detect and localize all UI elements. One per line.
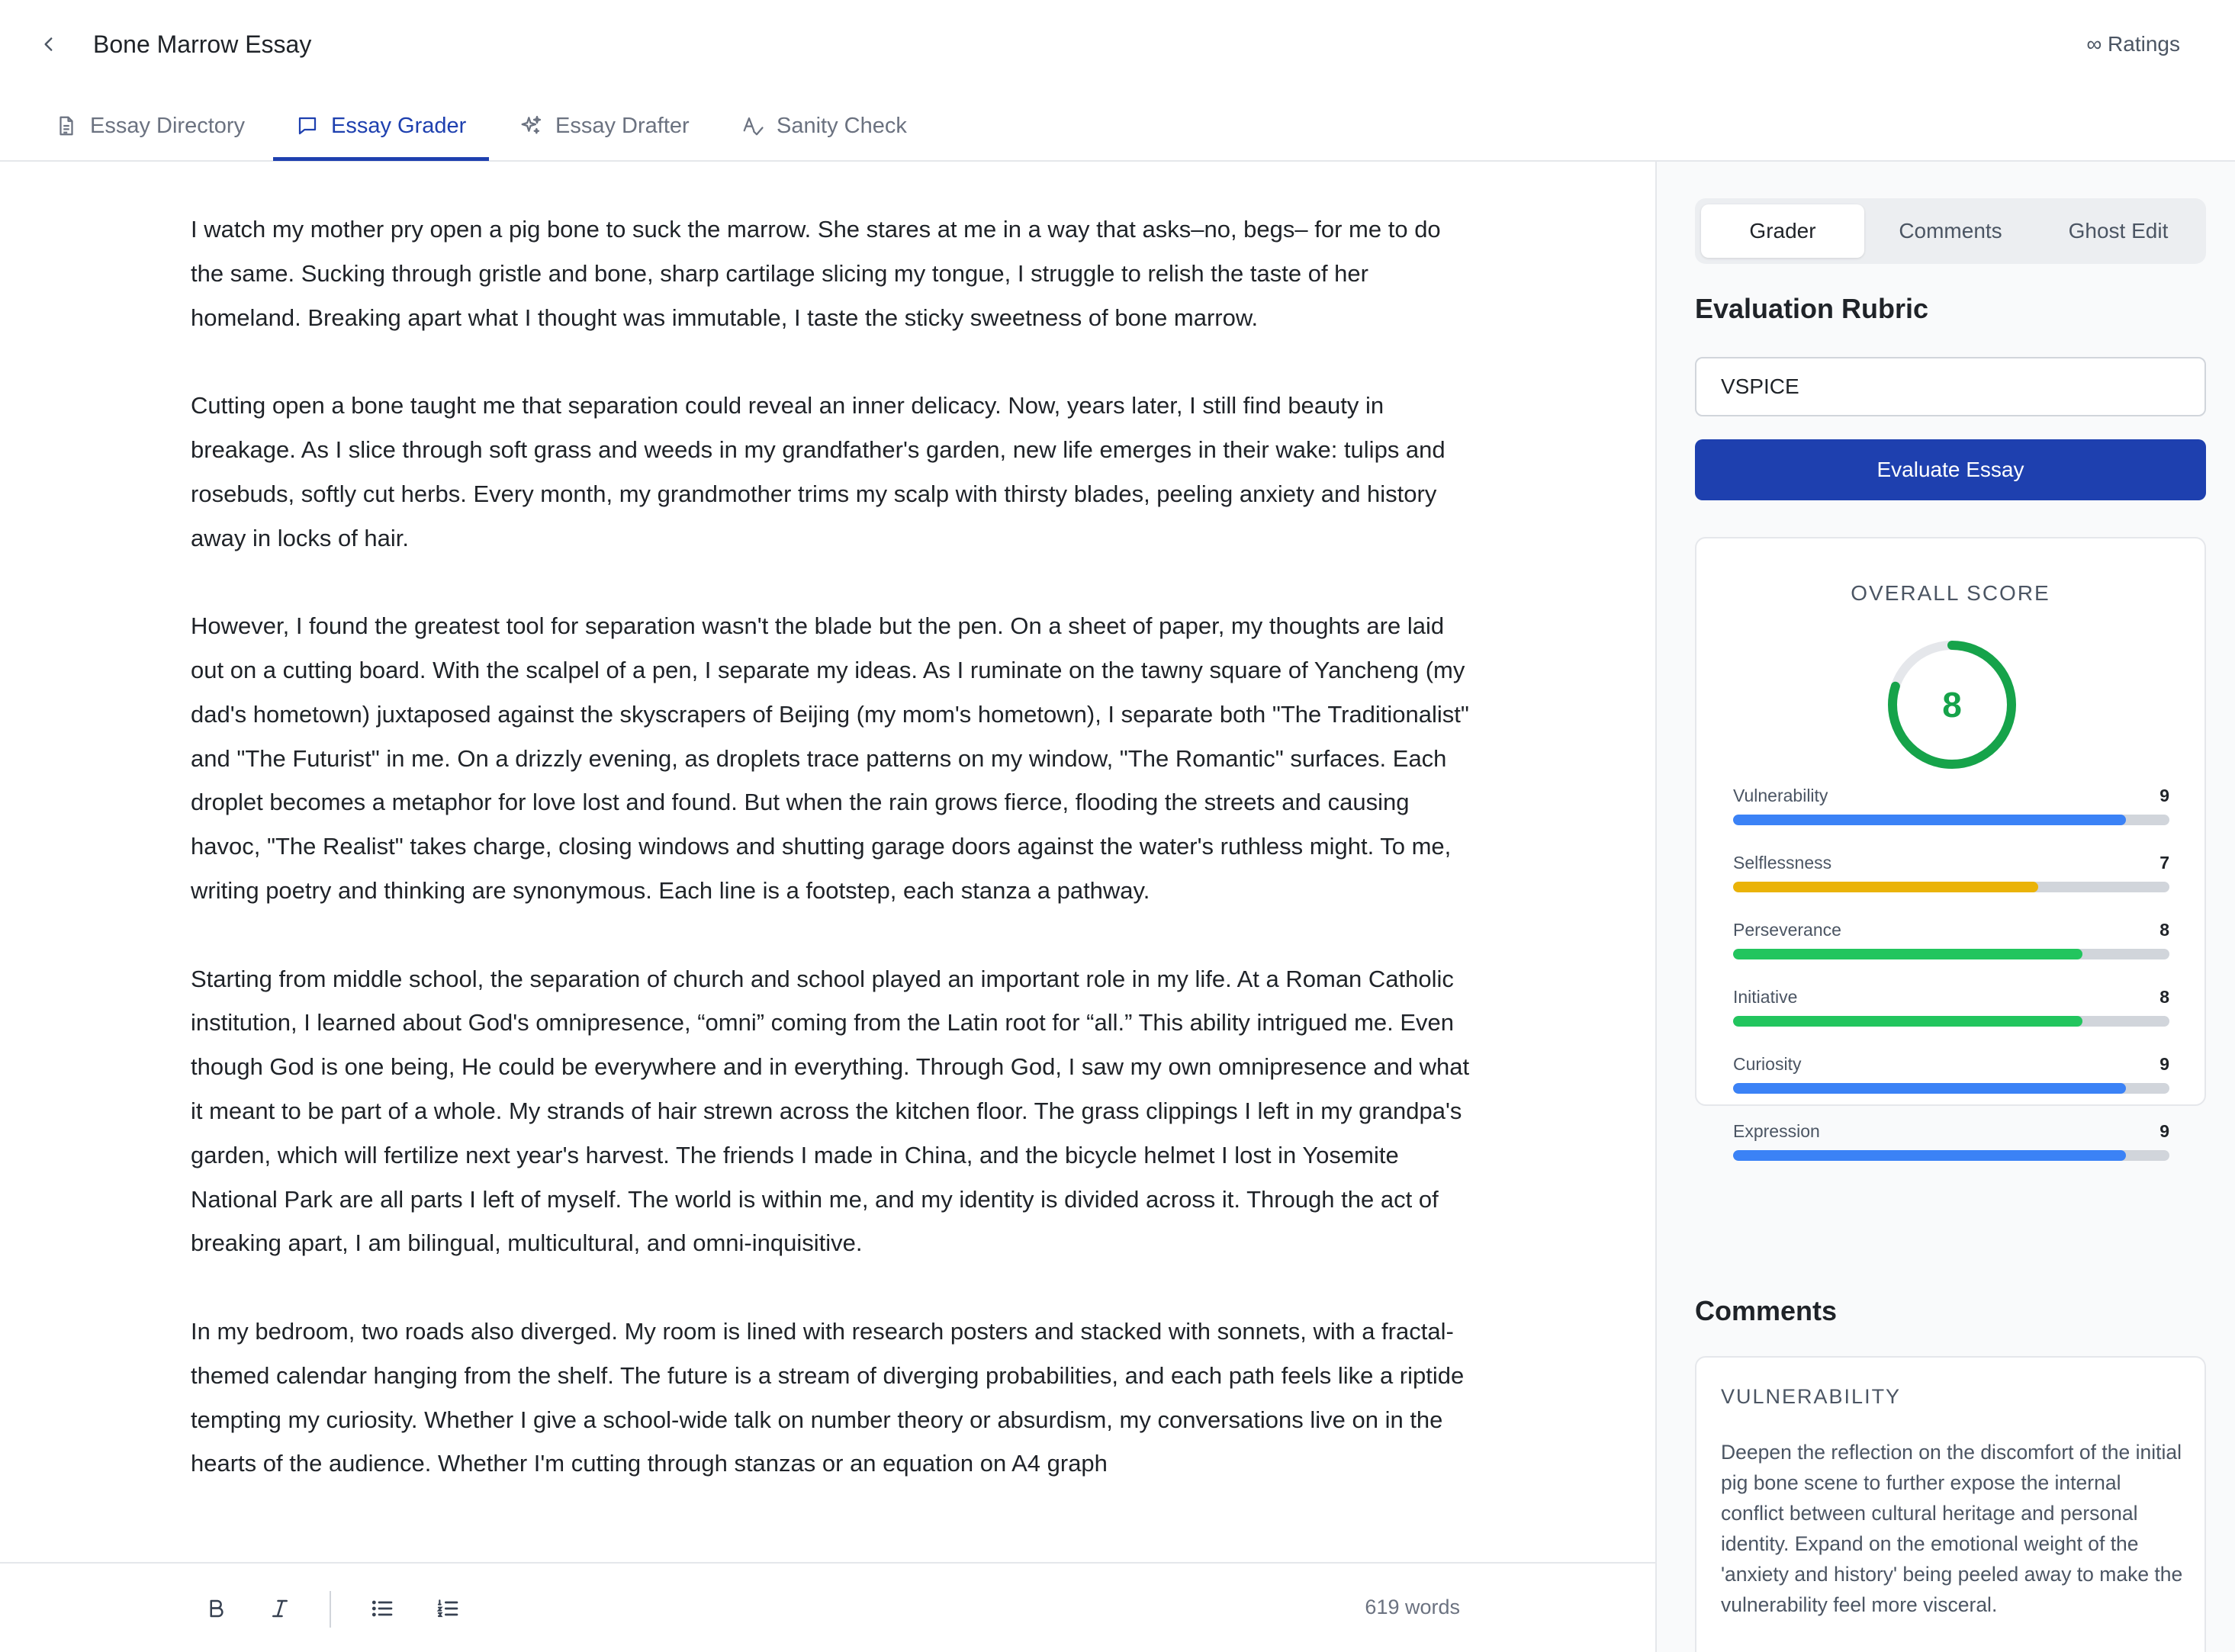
metric-value: 9 — [2159, 786, 2169, 805]
bold-icon — [204, 1597, 227, 1620]
metric-bar — [1733, 815, 2126, 825]
metric-bar — [1733, 1083, 2126, 1094]
metric-track — [1733, 815, 2169, 825]
metric-bar — [1733, 882, 2038, 892]
grader-panel — [1655, 162, 2235, 1652]
document-title: Bone Marrow Essay — [93, 31, 312, 58]
essay-paragraph[interactable]: Cutting open a bone taught me that separation could reveal an inner delicacy. Now, years later, I still find beauty in breakage. As I slice through soft grass and weeds in my grandfather's garden, new life emerges in their wake: tulips and rosebuds, softly cut herbs. Every month, my grandmother trims my scalp with thirsty blades, peeling anxiety and history away in locks of hair. — [191, 392, 1446, 551]
spell-check-icon — [741, 114, 764, 137]
back-button[interactable] — [34, 29, 64, 59]
rubric-input[interactable] — [1695, 357, 2206, 416]
panel-mode-switch — [1695, 198, 2206, 264]
ratings-link[interactable]: ∞ Ratings — [2086, 32, 2180, 56]
metric-track — [1733, 1016, 2169, 1027]
metric-name: Vulnerability — [1733, 786, 1828, 805]
rubric-heading: Evaluation Rubric — [1695, 293, 1929, 324]
tab-essay-drafter[interactable] — [519, 90, 690, 162]
numbered-list-icon — [436, 1596, 460, 1621]
essay-text[interactable] — [191, 207, 1472, 1516]
metric-track — [1733, 1083, 2169, 1094]
comment-category: VULNERABILITY — [1721, 1385, 1902, 1408]
metric-name: Expression — [1733, 1121, 1820, 1141]
italic-icon — [269, 1597, 291, 1620]
metric-bar — [1733, 1150, 2126, 1161]
essay-paragraph[interactable]: Starting from middle school, the separation of church and school played an important role in my life. At a Roman Catholic institution, I learned about God's omnipresence, “omni” coming from the Latin root for “all.” This ability intrigued me. Even though God is one being, He could be everywhere and in everything. Through God, I saw my own omnipresence and what it meant to be part of a whole. My strands of hair strewn across the kitchen floor. The grass clippings I left in my grandpa's garden, which will fertilize next year's harvest. The friends I made in China, and the bicycle helmet I lost in Yosemite National Park are all parts I left of myself. The world is within me, and my identity is divided across it. Through the act of breaking apart, I am bilingual, multicultural, and omni-inquisitive. — [191, 965, 1470, 1257]
metric-value: 9 — [2159, 1121, 2169, 1141]
metric-expression — [1733, 1121, 2169, 1167]
sparkles-icon — [519, 114, 543, 138]
overall-score-value: 8 — [1942, 685, 1962, 725]
active-tab-indicator — [273, 157, 489, 161]
tab-essay-grader[interactable] — [296, 90, 466, 162]
metric-track — [1733, 1150, 2169, 1161]
metric-name: Perseverance — [1733, 920, 1841, 940]
essay-paragraph[interactable]: In my bedroom, two roads also diverged. My room is lined with research posters and stacked with sonnets, with a fractal-themed calendar hanging from the shelf. The future is a stream of diverging probabilities, and each path feels like a riptide tempting my curiosity. Whether I give a school-wide talk on number theory or absurdism, my conversations live on in the hearts of the audience. Whether I'm cutting through stanzas or an equation on A4 graph — [191, 1317, 1465, 1477]
segment-grader[interactable]: Grader — [1701, 204, 1864, 258]
metric-bar — [1733, 949, 2082, 959]
formatting-toolbar — [0, 1562, 1655, 1652]
tab-label: Essay Directory — [90, 113, 246, 138]
metric-perseverance — [1733, 920, 2169, 966]
toolbar-divider — [330, 1591, 331, 1628]
bold-button[interactable] — [197, 1589, 235, 1628]
essay-paragraph[interactable]: I watch my mother pry open a pig bone to suck the marrow. She stares at me in a way that asks–no, begs– for me to do the same. Sucking through gristle and bone, sharp cartilage slicing my tongue, I struggle to relish the taste of her homeland. Breaking apart what I thought was immutable, I taste the sticky sweetness of bone marrow. — [191, 216, 1441, 331]
tab-sanity-check[interactable] — [741, 90, 907, 162]
main-tabs — [0, 90, 2235, 162]
italic-button[interactable] — [261, 1589, 299, 1628]
tab-label: Sanity Check — [777, 113, 907, 138]
comment-text: Deepen the reflection on the discomfort of the initial pig bone scene to further expose the internal conflict between cultural heritage and personal identity. Expand on the emotional weight of the 'anxiety and history' being peeled away to make the vulnerability feel more visceral. — [1721, 1441, 2183, 1616]
metric-selflessness — [1733, 853, 2169, 898]
metric-value: 7 — [2159, 853, 2169, 873]
metric-value: 8 — [2159, 920, 2169, 940]
segment-ghost-edit[interactable]: Ghost Edit — [2068, 219, 2169, 243]
metric-bar — [1733, 1016, 2082, 1027]
numbered-list-button[interactable] — [429, 1589, 467, 1628]
metric-name: Curiosity — [1733, 1054, 1802, 1074]
metric-name: Initiative — [1733, 987, 1798, 1007]
metric-value: 8 — [2159, 987, 2169, 1007]
segment-comments[interactable]: Comments — [1899, 219, 2002, 243]
bullet-list-icon — [370, 1596, 394, 1621]
essay-editor[interactable] — [0, 162, 1655, 1562]
metric-track — [1733, 882, 2169, 892]
bullet-list-button[interactable] — [363, 1589, 401, 1628]
metric-name: Selflessness — [1733, 853, 1832, 873]
overall-score-card — [1695, 537, 2206, 1141]
evaluate-essay-button[interactable]: Evaluate Essay — [1695, 439, 2206, 500]
tab-label: Essay Grader — [331, 113, 467, 138]
comments-heading: Comments — [1695, 1295, 1838, 1326]
document-icon — [55, 114, 78, 137]
message-icon — [296, 114, 319, 137]
word-count: 619 words — [1365, 1596, 1460, 1618]
chevron-left-icon — [39, 34, 59, 54]
top-bar — [0, 0, 2235, 90]
metric-value: 9 — [2159, 1054, 2169, 1074]
metric-initiative — [1733, 987, 2169, 1033]
overall-score-label: OVERALL SCORE — [1851, 581, 2050, 605]
metric-curiosity — [1733, 1054, 2169, 1100]
metric-track — [1733, 949, 2169, 959]
tab-label: Essay Drafter — [555, 113, 690, 138]
tab-essay-directory[interactable] — [55, 90, 245, 162]
comment-card — [1695, 1356, 2206, 1652]
essay-paragraph[interactable]: However, I found the greatest tool for separation wasn't the blade but the pen. On a sheet of paper, my thoughts are laid out on a cutting board. With the scalpel of a pen, I separate my ideas. As I ruminate on the tawny square of Yancheng (my dad's hometown) juxtaposed against the skyscrapers of Beijing (my mom's hometown), I separate both "The Traditionalist" and "The Futurist" in me. On a drizzly evening, as droplets trace patterns on my window, "The Romantic" surfaces. Each droplet becomes a metaphor for love lost and found. But when the rain grows fierce, flooding the streets and causing havoc, "The Realist" takes charge, closing windows and shutting garage doors against the water's ruthless might. To me, writing poetry and thinking are synonymous. Each line is a footstep, each stanza a pathway. — [191, 612, 1469, 904]
metric-vulnerability — [1733, 786, 2169, 831]
